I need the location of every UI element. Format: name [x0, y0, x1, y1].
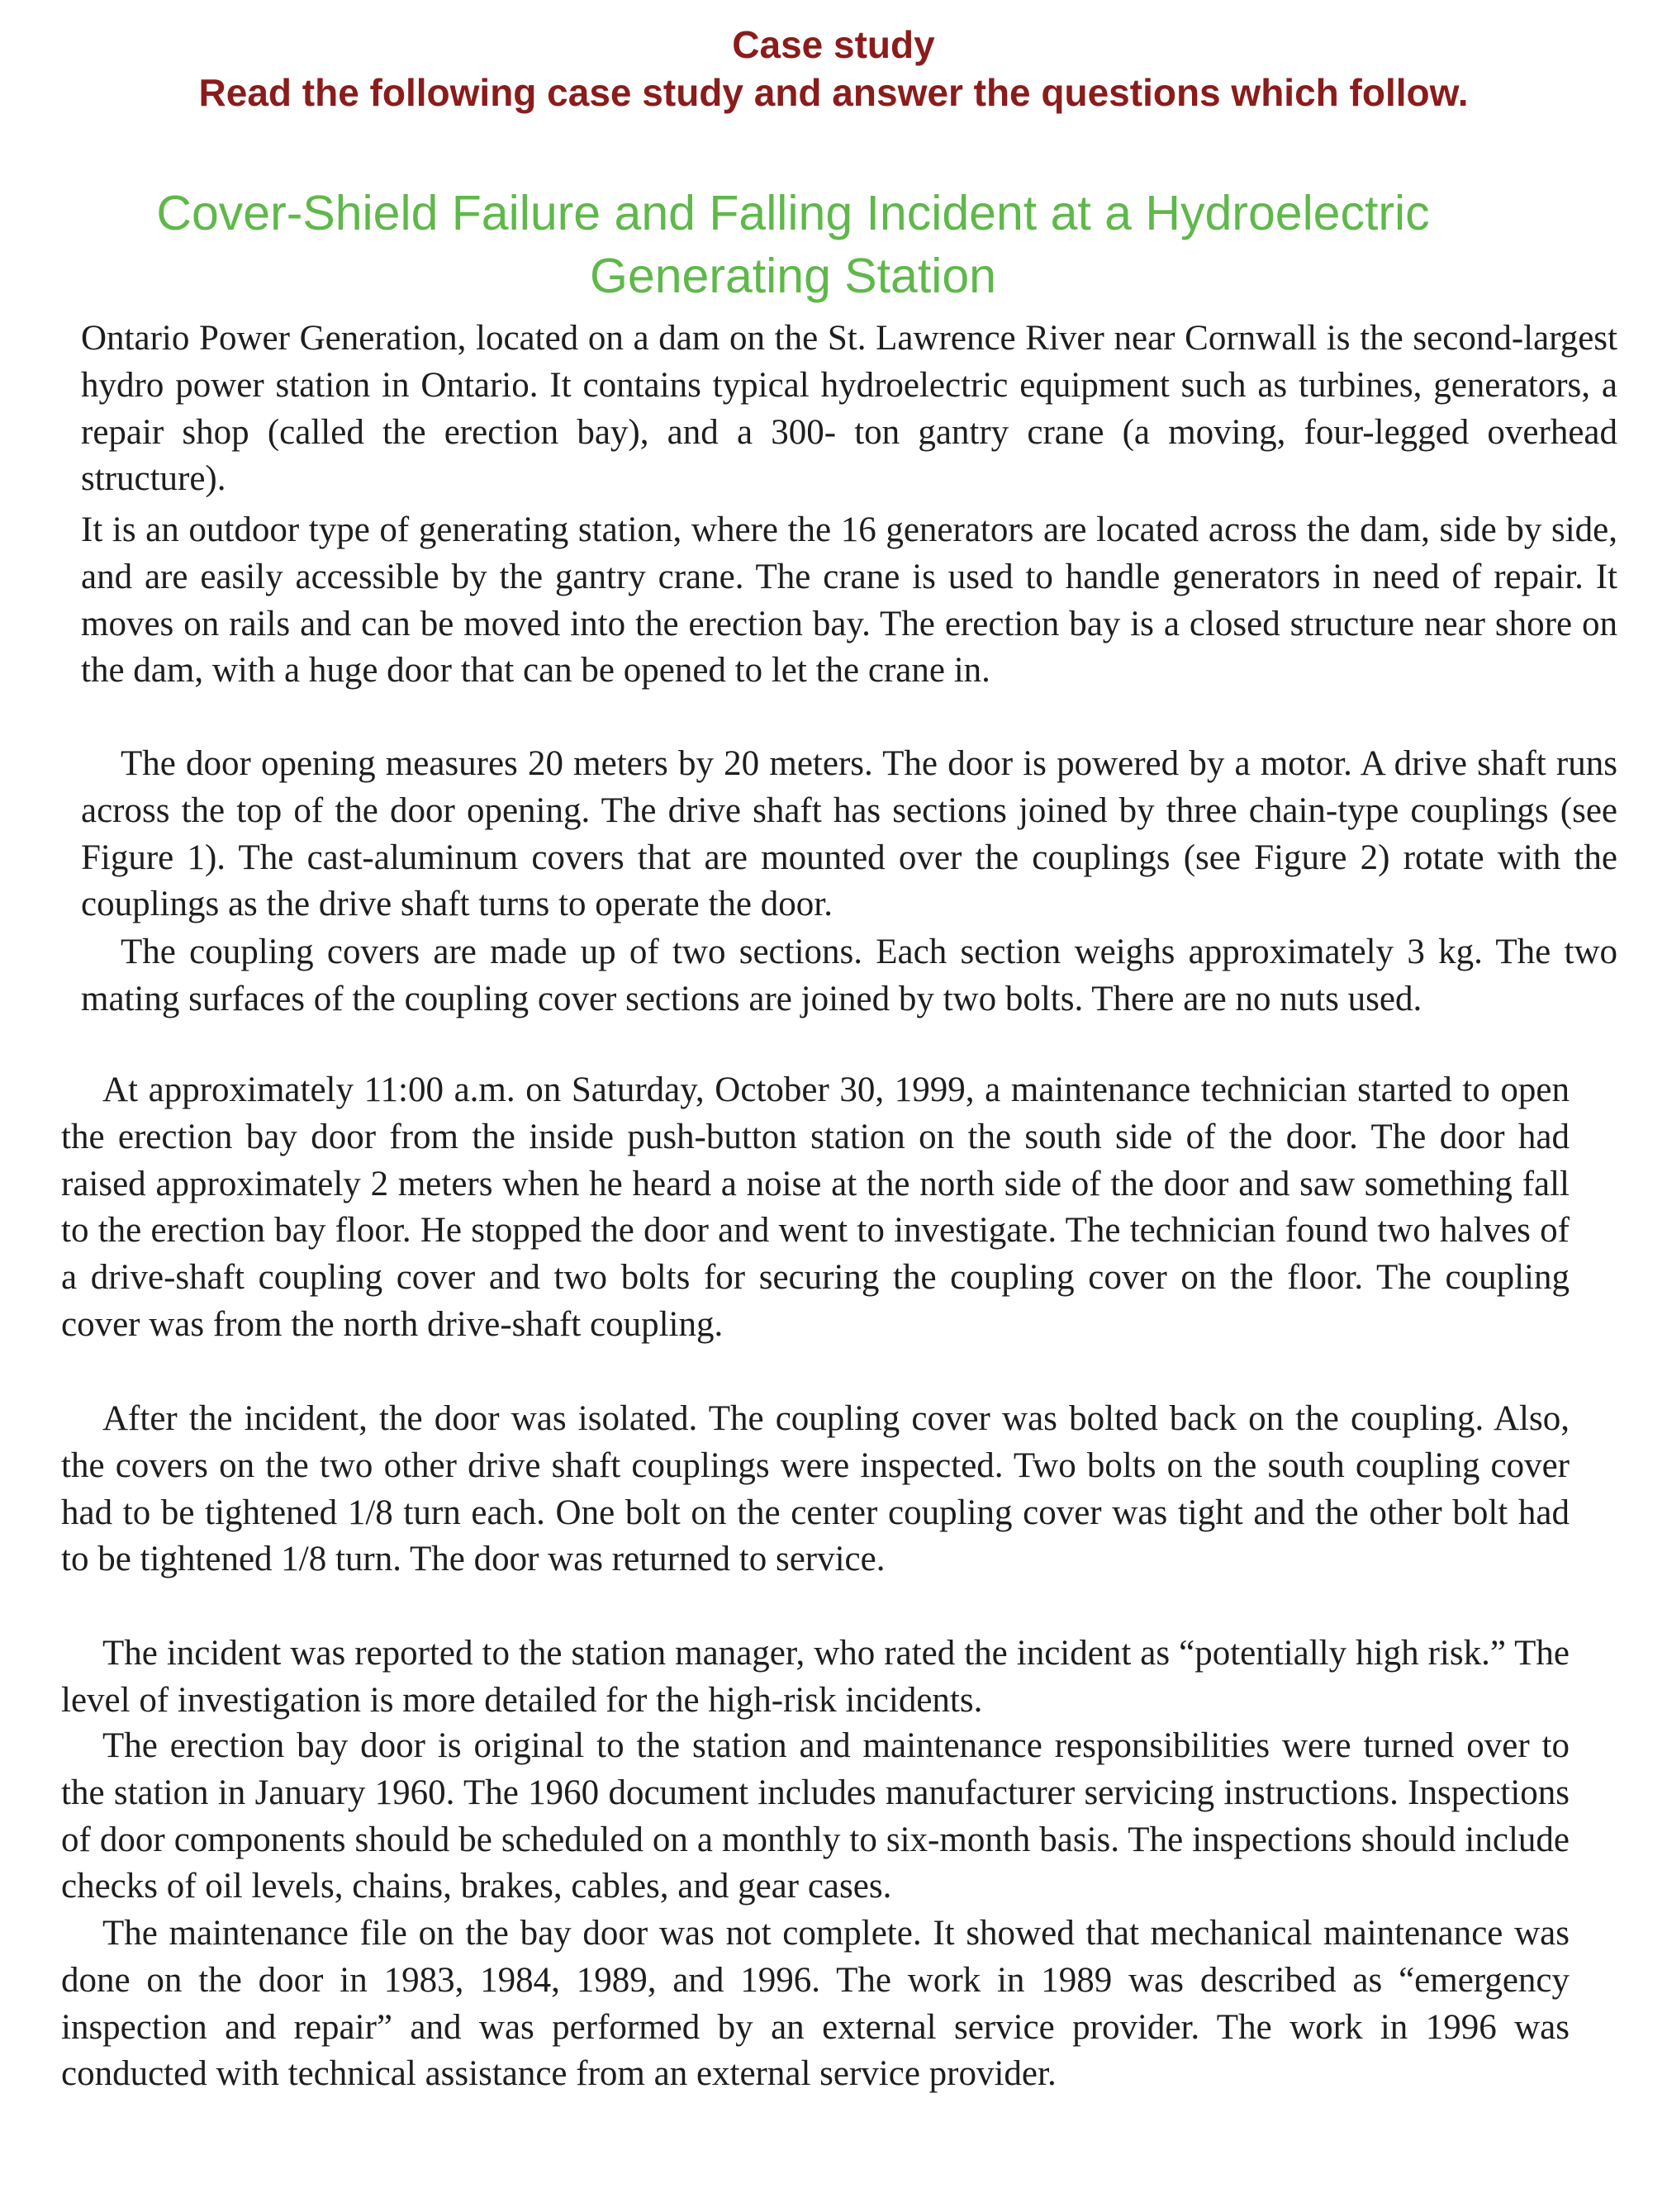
paragraph-risk-rating: The incident was reported to the station manager, who rated the incident as “potentially high risk.” The level of investigation is more detailed for the high-risk incidents.	[61, 1634, 1570, 1720]
paragraph-maintenance-file: The maintenance file on the bay door was not complete. It showed that mechanical maintenance was done on the door in 1983, 1984, 1989, and 1996. The work in 1989 was described as “emergency inspection and repair” and was performed by an external service provider. The work in 1996 was conducted with technical assistance from an external service provider.	[61, 1914, 1570, 2094]
paragraph-incident-description: At approximately 11:00 a.m. on Saturday, October 30, 1999, a maintenance technician started to open the erection bay door from the inside push-button station on the south side of the door. The door had raised approximately 2 meters when he heard a noise at the north side of the door and saw something fall to the erection bay floor. He stopped the door and went to investigate. The technician found two halves of a drive-shaft coupling cover and two bolts for securing the coupling cover on the floor. The coupling cover was from the north drive-shaft coupling.	[61, 1070, 1570, 1344]
paragraph-station-overview: Ontario Power Generation, located on a dam on the St. Lawrence River near Cornwall is the second-largest hydro power station in Ontario. It contains typical hydroelectric equipment such as turbines, generators, a repair shop (called the erection bay), and a 300- ton gantry crane (a moving, four-legged overhead structure).	[81, 319, 1617, 499]
paragraph-coupling-covers: The coupling covers are made up of two sections. Each section weighs approximately 3 kg. The two mating surfaces of the coupling cover sections are joined by two bolts. There are no nuts used.	[81, 933, 1617, 1018]
document-title-line-2: Generating Station	[590, 249, 996, 303]
paragraph-door-history: The erection bay door is original to the station and maintenance responsibilities were turned over to the station in January 1960. The 1960 document includes manufacturer servicing instructions. Inspections of door components should be scheduled on a monthly to six-month basis. The inspections should include checks of oil levels, chains, brakes, cables, and gear cases.	[61, 1726, 1570, 1906]
document-title-line-1: Cover-Shield Failure and Falling Incident at a Hydroelectric	[156, 186, 1430, 240]
paragraph-after-incident: After the incident, the door was isolated. The coupling cover was bolted back on the coupling. Also, the covers on the two other drive shaft couplings were inspected. Two bolts on the south coupling cover had to be tightened 1/8 turn each. One bolt on the center coupling cover was tight and the other bolt had to be tightened 1/8 turn. The door was returned to service.	[61, 1399, 1570, 1579]
case-study-instruction: Read the following case study and answer the questions which follow.	[198, 71, 1469, 114]
paragraph-door-drive-shaft: The door opening measures 20 meters by 20 meters. The door is powered by a motor. A drive shaft runs across the top of the door opening. The drive shaft has sections joined by three chain-type couplings (see Figure 1). The cast-aluminum covers that are mounted over the couplings (see Figure 2) rotate with the couplings as the drive shaft turns to operate the door.	[81, 744, 1617, 924]
case-study-heading: Case study	[732, 23, 935, 66]
paragraph-generating-station: It is an outdoor type of generating station, where the 16 generators are located across the dam, side by side, and are easily accessible by the gantry crane. The crane is used to handle generators in need of repair. It moves on rails and can be moved into the erection bay. The erection bay is a closed structure near shore on the dam, with a huge door that can be opened to let the crane in.	[81, 510, 1617, 691]
